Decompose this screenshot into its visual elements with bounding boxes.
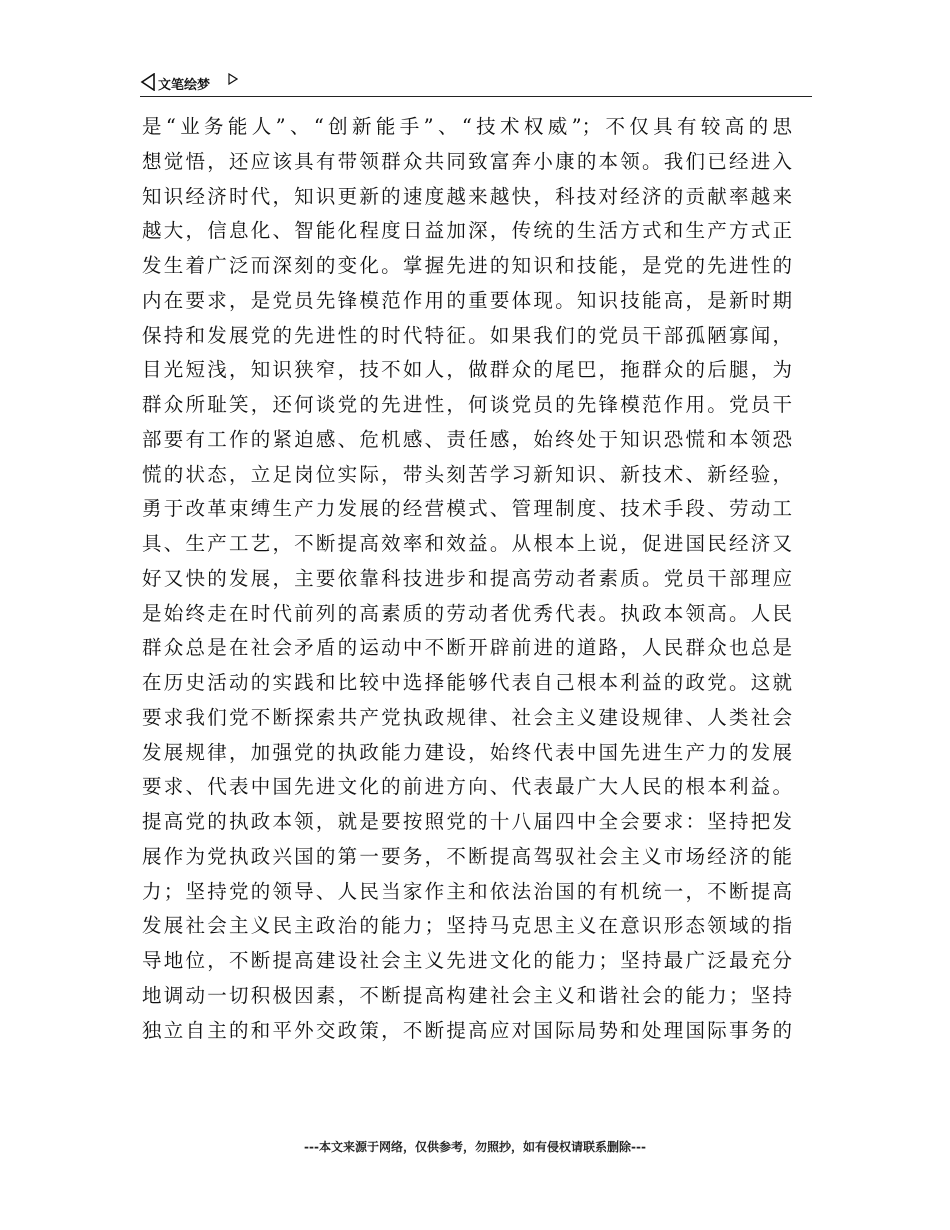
header-title: 文笔绘梦 [158,78,211,93]
text-line: 发展社会主义民主政治的能力；坚持马克思主义在意识形态领域的指 [142,914,792,938]
text-line: 独立自主的和平外交政策，不断提高应对国际局势和处理国际事务的 [142,1018,792,1042]
text-line: 力；坚持党的领导、人民当家作主和依法治国的有机统一，不断提高 [142,879,792,903]
triangle-right-outline-icon [228,73,238,85]
text-line: 保持和发展党的先进性的时代特征。如果我们的党员干部孤陋寡闻， [142,323,792,347]
text-line: 越大，信息化、智能化程度日益加深，传统的生活方式和生产方式正 [142,219,792,243]
text-line: 是“业务能人”、“创新能手”、“技术权威”；不仅具有较高的思 [142,115,792,138]
text-line: 导地位，不断提高建设社会主义先进文化的能力；坚持最广泛最充分 [142,949,792,972]
text-line: 地调动一切积极因素，不断提高构建社会主义和谐社会的能力；坚持 [142,983,792,1007]
text-line: 目光短浅，知识狭窄，技不如人，做群众的尾巴，拖群众的后腿，为 [142,358,792,382]
text-line: 在历史活动的实践和比较中选择能够代表自己根本利益的政党。这就 [142,671,792,694]
text-line: 群众所耻笑，还何谈党的先进性，何谈党员的先锋模范作用。党员干 [142,393,792,416]
text-line: 发生着广泛而深刻的变化。掌握先进的知识和技能，是党的先进性的 [142,254,792,277]
text-line: 要求我们党不断探索共产党执政规律、社会主义建设规律、人类社会 [142,705,792,729]
text-line: 知识经济时代，知识更新的速度越来越快，科技对经济的贡献率越来 [142,184,792,208]
text-line: 群众总是在社会矛盾的运动中不断开辟前进的道路，人民群众也总是 [142,636,792,660]
text-line: 部要有工作的紧迫感、危机感、责任感，始终处于知识恐慌和本领恐 [142,427,792,451]
text-line: 内在要求，是党员先锋模范作用的重要体现。知识技能高，是新时期 [142,288,792,312]
text-line: 发展规律，加强党的执政能力建设，始终代表中国先进生产力的发展 [142,740,792,764]
triangle-left-outline-icon [140,73,156,91]
document-body [142,110,792,1048]
text-line: 具、生产工艺，不断提高效率和效益。从根本上说，促进国民经济又 [142,532,792,555]
page-header [140,72,812,97]
text-line: 勇于改革束缚生产力发展的经营模式、管理制度、技术手段、劳动工 [142,497,792,521]
footer-disclaimer: ---本文来源于网络，仅供参考，勿照抄，如有侵权请联系删除--- [304,1140,646,1154]
text-line: 想觉悟，还应该具有带领群众共同致富奔小康的本领。我们已经进入 [142,149,792,173]
text-line: 慌的状态，立足岗位实际，带头刻苦学习新知识、新技术、新经验， [142,462,792,486]
text-line: 展作为党执政兴国的第一要务，不断提高驾驭社会主义市场经济的能 [142,844,792,868]
text-line: 要求、代表中国先进文化的前进方向、代表最广大人民的根本利益。 [142,775,792,799]
text-line: 是始终走在时代前列的高素质的劳动者优秀代表。执政本领高。人民 [142,601,792,625]
text-line: 好又快的发展，主要依靠科技进步和提高劳动者素质。党员干部理应 [142,566,792,590]
text-line: 提高党的执政本领，就是要按照党的十八届四中全会要求：坚持把发 [142,810,792,833]
